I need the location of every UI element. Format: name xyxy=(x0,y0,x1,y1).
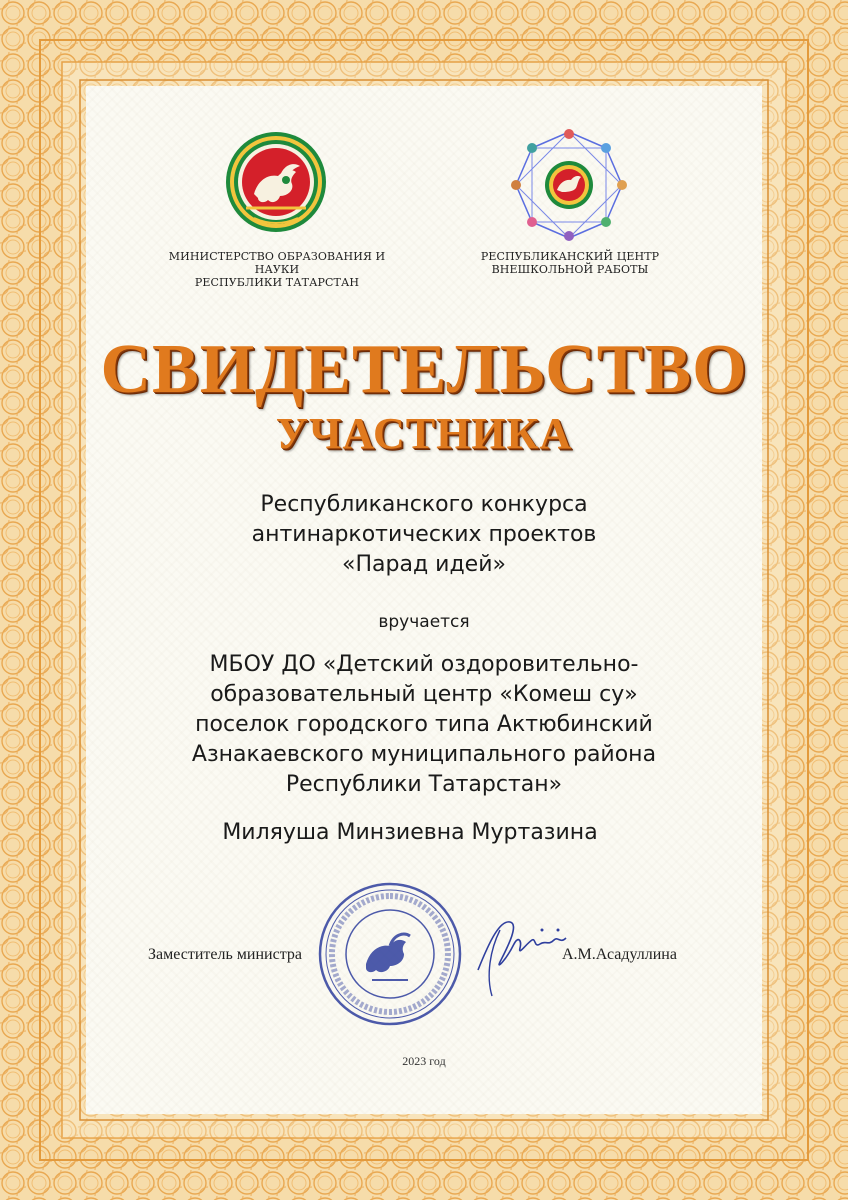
recipient-line2: образовательный центр «Комеш су» xyxy=(210,682,638,707)
right-org-name xyxy=(470,250,670,276)
certificate-year: 2023 год xyxy=(402,1054,446,1068)
recipient-line5: Республики Татарстан» xyxy=(285,772,563,797)
right-org-line1: РЕСПУБЛИКАНСКИЙ ЦЕНТР xyxy=(480,250,660,263)
left-org-name xyxy=(150,250,404,289)
contest-line2: антинаркотических проектов xyxy=(251,522,597,547)
tatarstan-emblem-icon xyxy=(224,130,328,234)
recipient-person: Миляуша Минзиевна Муртазина xyxy=(222,820,598,845)
right-org-line2: ВНЕШКОЛЬНОЙ РАБОТЫ xyxy=(491,263,649,276)
recipient-block xyxy=(0,650,848,800)
center-logo-icon xyxy=(510,126,628,244)
recipient-line4: Азнакаевского муниципального района xyxy=(191,742,657,767)
official-stamp-icon xyxy=(316,880,464,1028)
contest-line3: «Парад идей» xyxy=(342,552,506,577)
signatory-name: А.М.Асадуллина xyxy=(562,946,677,963)
certificate-subtitle: УЧАСТНИКА xyxy=(275,409,573,458)
left-org-line2: РЕСПУБЛИКИ ТАТАРСТАН xyxy=(194,276,360,289)
signatory-position: Заместитель министра xyxy=(148,946,302,963)
certificate-title: СВИДЕТЕЛЬСТВО xyxy=(100,331,748,408)
awarded-label: вручается xyxy=(378,612,470,632)
recipient-line3: поселок городского типа Актюбинский xyxy=(195,712,653,737)
left-org-line1: МИНИСТЕРСТВО ОБРАЗОВАНИЯ И НАУКИ xyxy=(168,250,386,276)
recipient-line1: МБОУ ДО «Детский оздоровительно- xyxy=(209,652,639,677)
contest-name xyxy=(0,490,848,580)
contest-line1: Республиканского конкурса xyxy=(260,492,588,517)
